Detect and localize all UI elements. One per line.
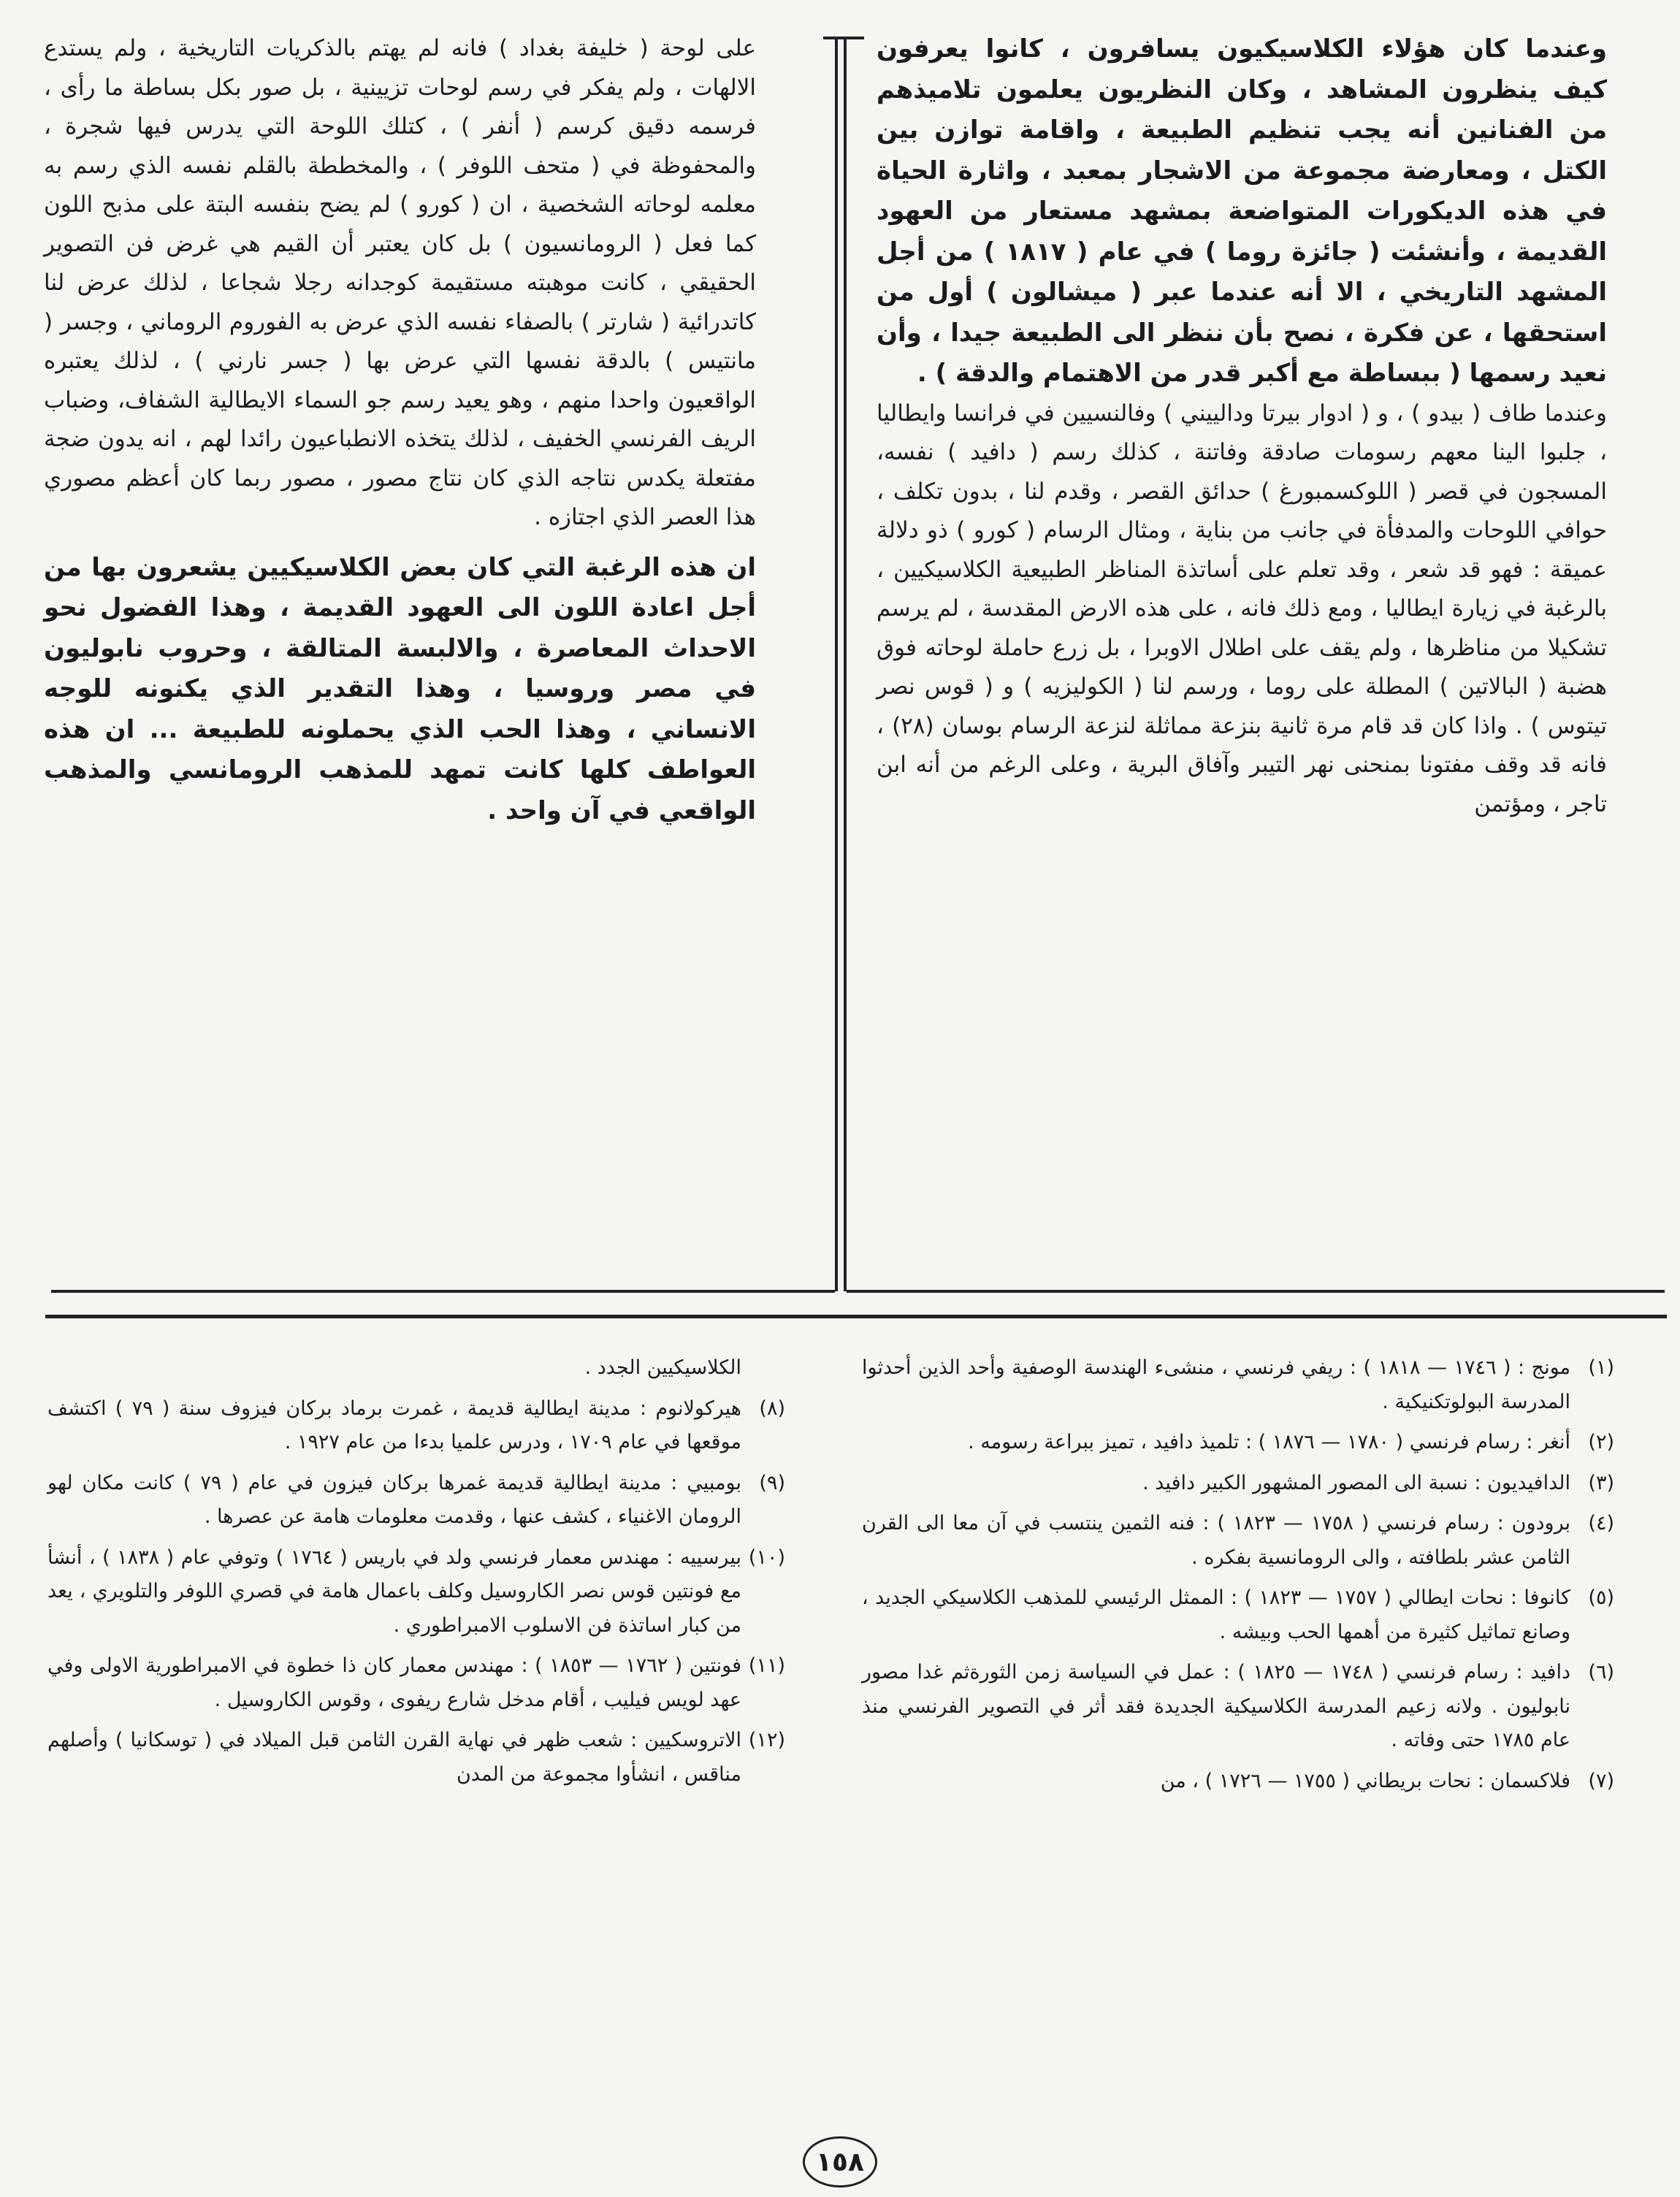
footnotes-left <box>47 1351 785 1798</box>
article-column-right <box>877 29 1607 824</box>
footnote-text: الاتروسكيين : شعب ظهر في نهاية القرن الثامن قبل الميلاد في ( توسكانيا ) وأصلهم مناقس ، انشأوا مجموعة من المدن <box>47 1729 741 1786</box>
footnote-text: بومبيي : مدينة ايطالية قديمة غمرها بركان فيزون في عام ( ٧٩ ) كانت مكان لهو الرومان الاغنياء ، كشف عنها ، وقدمت معلومات هامة عن عصرها . <box>47 1471 741 1528</box>
footnote <box>47 1649 785 1717</box>
footnote-number: (٧) <box>1588 1769 1614 1792</box>
footnote <box>862 1351 1614 1419</box>
footnote-number: (١) <box>1588 1356 1614 1379</box>
footnote-text: فلاكسمان : نحات بريطاني ( ١٧٥٥ — ١٧٢٦ ) ، من <box>1160 1769 1570 1792</box>
footnote <box>862 1426 1614 1460</box>
body-paragraph: على لوحة ( خليفة بغداد ) فانه لم يهتم بالذكريات التاريخية ، ولم يستدع الالهات ، ولم يفكر في رسم لوحات تزيينية ، بل صور بكل بساطة ما رأى ، فرسمه دقيق كرسم ( أنفر ) ، كتلك اللوحة التي يدرس فيها شجرة ، والمحفوظة في ( متحف اللوفر ) ، والمخططة بالقلم نفسه الذي رسم به معلمه لوحاته الشخصية ، ان ( كورو ) لم يضح بنفسه البتة على مذبح اللون كما فعل ( الرومانسيون ) بل كان يعتبر أن القيم هي غرض فن التصوير الحقيقي ، كانت موهبته مستقيمة كوجدانه رجلا شجاعا ، لذلك عرض لنا كاتدرائية ( شارتر ) بالصفاء نفسه الذي عرض به الفوروم الروماني ، وجسر ( مانتيس ) بالدقة نفسها التي عرض بها ( جسر نارني ) ، لذلك يعتبره الواقعيون واحدا منهم ، وهو يعيد رسم جو السماء الايطالية الشفاف، وضباب الريف الفرنسي الخفيف ، لذلك يتخذه الانطباعيون رائدا لهم ، انه يدون ضجة مفتعلة يكدس نتاجه الذي كان نتاج مصور ، مصور ربما كان أعظم مصوري هذا العصر الذي اجتازه . <box>44 35 756 530</box>
footnote-number: (٨) <box>759 1396 785 1420</box>
footnote-text: أنغر : رسام فرنسي ( ١٧٨٠ — ١٨٧٦ ) : تلميذ دافيد ، تميز ببراعة رسومه . <box>968 1431 1570 1453</box>
footnote <box>862 1467 1614 1501</box>
column-divider <box>835 37 838 1291</box>
footnote-text: مونج : ( ١٧٤٦ — ١٨١٨ ) : ريفي فرنسي ، منشىء الهندسة الوصفية وأحد الذين أحدثوا المدرسة البولوتكنيكية . <box>862 1356 1571 1413</box>
footnote-number: (٢) <box>1588 1431 1614 1453</box>
page-number: ١٥٨ <box>803 2136 877 2188</box>
footnote <box>862 1507 1614 1575</box>
footnote-number: (١١) <box>748 1654 785 1677</box>
footnote <box>47 1724 785 1792</box>
footnote-text: الدافيديون : نسبة الى المصور المشهور الكبير دافيد . <box>1142 1471 1570 1494</box>
body-paragraph: وعندما طاف ( بيدو ) ، و ( ادوار بيرتا ودالييني ) وفالنسيين في فرانسا وايطاليا ، جلبوا الينا معهم رسومات صادقة وفاتنة ، كذلك رسم ( دافيد ) نفسه، المسجون في قصر ( اللوكسمبورغ ) حدائق القصر ، وقدم لنا ، بدون تكلف ، حوافي اللوحات والمدفأة في جانب من بناية ، ومثال الرسام ( كورو ) ذو دلالة عميقة : فهو قد شعر ، وقد تعلم على أساتذة المناظر الطبيعية الكلاسيكيين ، بالرغبة في زيارة ايطاليا ، ومع ذلك فانه ، على هذه الارض المقدسة ، لم يرسم تشكيلا من مناظرها ، ولم يقف على اطلال الاوبرا ، بل زرع حاملة لوحاته فوق هضبة ( البالاتين ) المطلة على روما ، ورسم لنا ( الكوليزيه ) و ( قوس نصر تيتوس ) . واذا كان قد قام مرة ثانية بنزعة مماثلة لنزعة الرسام بوسان (٢٨) ، فانه قد وقف مفتونا بمنحنى نهر التيبر وآفاق البرية ، وعلى الرغم من أنه ابن تاجر ، ومؤتمن <box>877 400 1607 817</box>
footnote-number: (٩) <box>759 1471 785 1494</box>
footnote-text: برودون : رسام فرنسي ( ١٧٥٨ — ١٨٢٣ ) : فنه الثمين ينتسب في آن معا الى القرن الثامن عشر بلطافته ، والى الرومانسية بفكره . <box>862 1512 1570 1569</box>
footnote-text: بيرسييه : مهندس معمار فرنسي ولد في باريس ( ١٧٦٤ ) وتوفي عام ( ١٨٣٨ ) ، أنشأ مع فونتين قوس نصر الكاروسيل وكلف باعمال هامة في قصري اللوفر والتلويري ، يعد من كبار اساتذة فن الاسلوب الامبراطوري . <box>47 1545 741 1637</box>
intro-bold-paragraph: وعندما كان هؤلاء الكلاسيكيون يسافرون ، كانوا يعرفون كيف ينظرون المشاهد ، وكان النظريون يعلمون تلاميذهم من الفنانين أنه يجب تنظيم الطبيعة ، واقامة توازن بين الكتل ، ومعارضة مجموعة من الاشجار بمعبد ، واثارة الحياة في هذه الديكورات المتواضعة بمشهد مستعار من العهود القديمة ، وأنشئت ( جائزة روما ) في عام ( ١٨١٧ ) من أجل المشهد التاريخي ، الا أنه عندما عبر ( ميشالون ) أول من استحقها ، عن فكرة ، نصح بأن ننظر الى الطبيعة جيدا ، وأن نعيد رسمها ( ببساطة مع أكبر قدر من الاهتمام والدقة ) . <box>877 34 1608 388</box>
closing-bold-paragraph: ان هذه الرغبة التي كان بعض الكلاسيكيين يشعرون بها من أجل اعادة اللون الى العهود القديمة ، وهذا الفضول نحو الاحداث المعاصرة ، والالبسة المتالقة ، وحروب نابوليون في مصر وروسيا ، وهذا التقدير الذي يكنونه للوجه الانساني ، وهذا الحب الذي يحملونه للطبيعة ... ان هذه العواطف كلها كانت تمهد للمذهب الرومانسي والمذهب الواقعي في آن واحد . <box>44 552 756 825</box>
footnote <box>862 1765 1614 1799</box>
footnote-text: فونتين ( ١٧٦٢ — ١٨٥٣ ) : مهندس معمار كان ذا خطوة في الامبراطورية الاولى وفي عهد لويس فيليب ، أقام مدخل شارع ريفوى ، وقوس الكاروسيل . <box>47 1654 742 1711</box>
article-column-left <box>44 29 756 831</box>
footnote <box>47 1467 785 1535</box>
footnote <box>47 1392 785 1460</box>
footnote-number: (٤) <box>1588 1512 1614 1535</box>
footnote-text: دافيد : رسام فرنسي ( ١٧٤٨ — ١٨٢٥ ) : عمل في السياسة زمن الثورةثم غدا مصور نابوليون . ولانه زعيم المدرسة الكلاسيكية الجديدة فقد أثر في التصوير الفرنسي منذ عام ١٧٨٥ حتى وفاته . <box>862 1661 1570 1751</box>
footnote-number: (١٢) <box>748 1729 785 1751</box>
footnote-number: (١٠) <box>748 1545 785 1569</box>
footnote-text: كانوفا : نحات ايطالي ( ١٧٥٧ — ١٨٢٣ ) : الممثل الرئيسي للمذهب الكلاسيكي الجديد ، وصانع تماثيل كثيرة من أهمها الحب وبيشه . <box>862 1586 1570 1643</box>
frame-corner <box>823 37 847 39</box>
footnote-number: (٦) <box>1588 1661 1614 1684</box>
footnote-number: (٥) <box>1588 1586 1614 1609</box>
footnote <box>47 1541 785 1643</box>
footnote-number: (٣) <box>1588 1471 1614 1494</box>
frame-bottom-rule <box>847 1290 1665 1293</box>
footnote-continuation: الكلاسيكيين الجدد . <box>584 1356 741 1379</box>
footnote <box>862 1656 1614 1758</box>
frame-bottom-rule <box>51 1290 835 1293</box>
footnote-text: هيركولانوم : مدينة ايطالية قديمة ، غمرت برماد بركان فيزوف سنة ( ٧٩ ) اكتشف موقعها في عام ١٧٠٩ ، ودرس علميا بدءا من عام ١٩٢٧ . <box>47 1396 741 1453</box>
footnote-separator <box>45 1315 1667 1318</box>
footnotes-right <box>862 1351 1614 1805</box>
footnote <box>862 1581 1614 1649</box>
column-divider <box>844 37 847 1291</box>
